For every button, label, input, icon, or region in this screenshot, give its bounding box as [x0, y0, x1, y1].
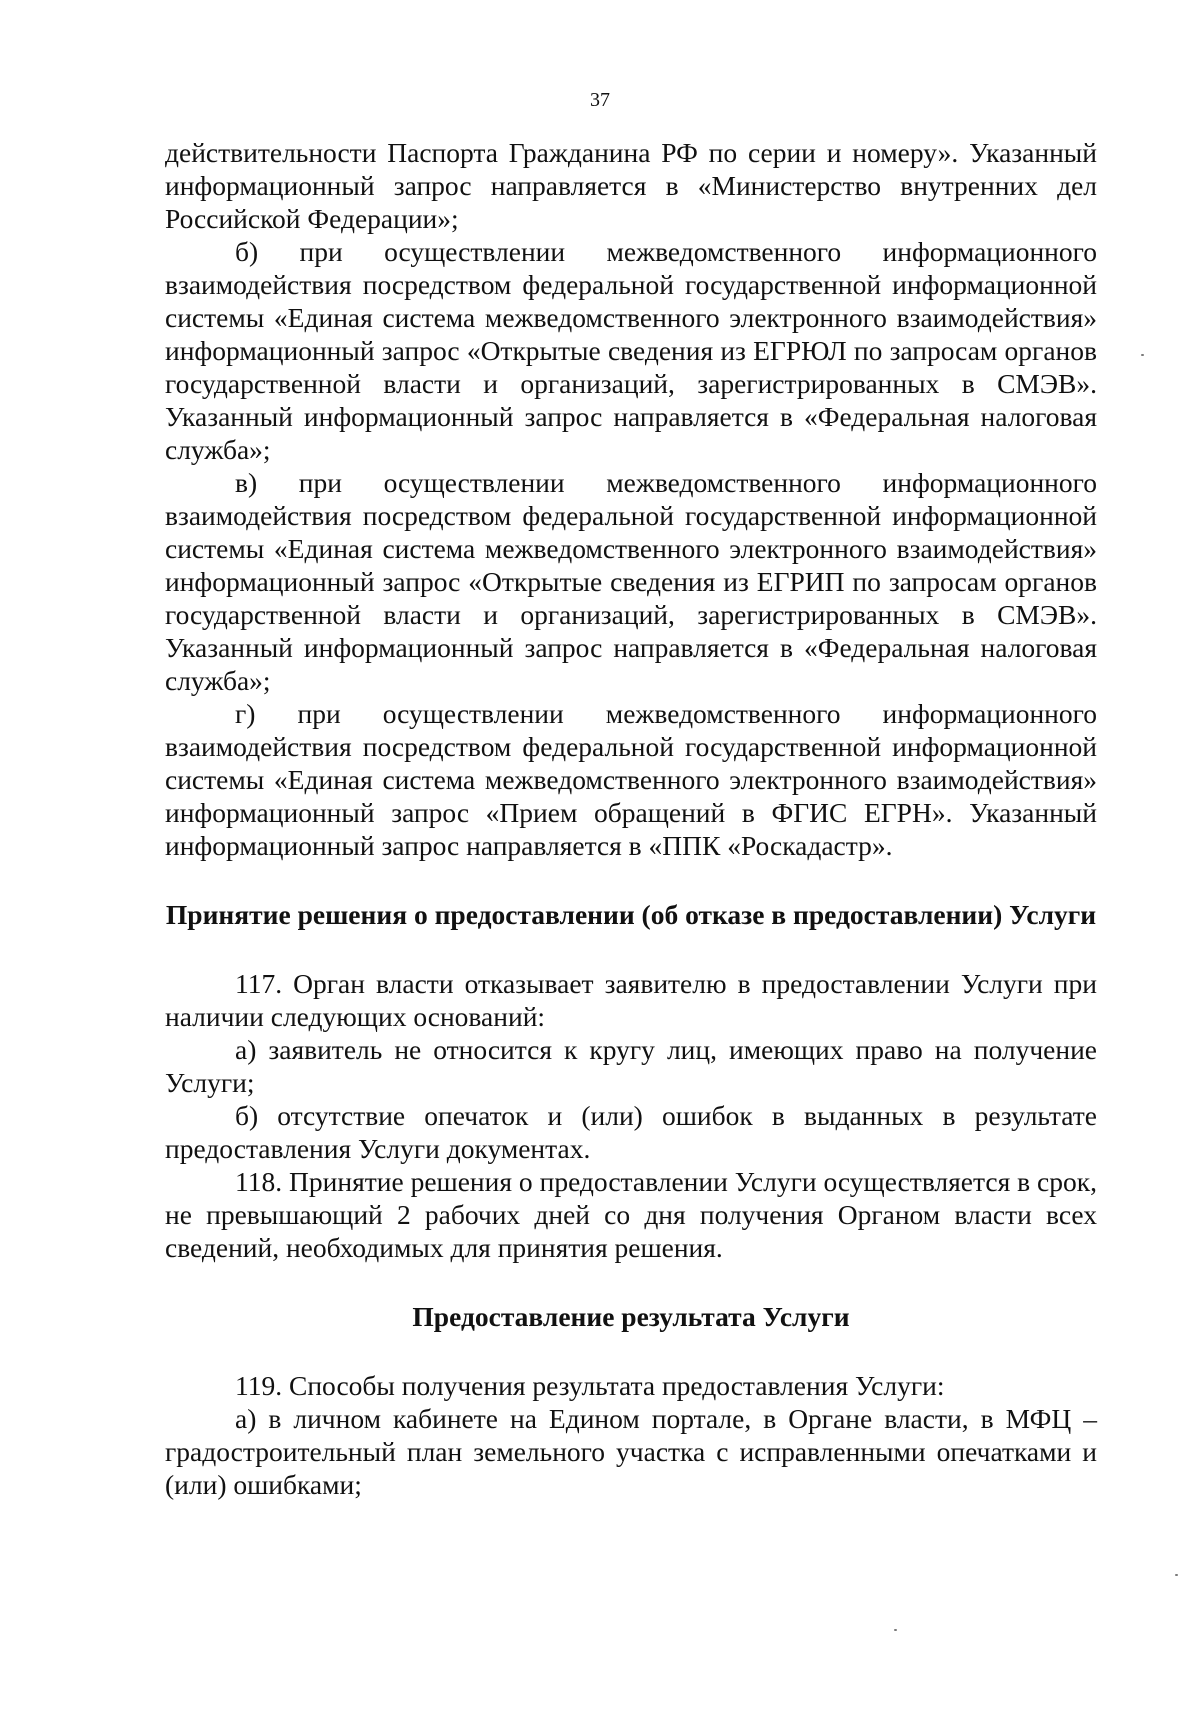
- paragraph-117: 117. Орган власти отказывает заявителю в предоставлении Услуги при наличии следующих оснований:: [165, 968, 1097, 1032]
- paragraph-continuation: действительности Паспорта Гражданина РФ по серии и номеру». Указанный информационный запрос направляется в «Министерство внутренних дел Российской Федерации»;: [165, 137, 1097, 234]
- paragraph-117-a: а) заявитель не относится к кругу лиц, имеющих право на получение Услуги;: [165, 1034, 1097, 1098]
- paragraph-item-g: г) при осуществлении межведомственного информационного взаимодействия посредством федеральной государственной информационной системы «Единая система межведомственного электронного взаимодействия» информационный запрос «Прием обращений в ФГИС ЕГРН». Указанный информационный запрос направляется в «ППК «Роскадастр».: [165, 698, 1097, 861]
- paragraph-item-v: в) при осуществлении межведомственного информационного взаимодействия посредством федеральной государственной информационной системы «Единая система межведомственного электронного взаимодействия» информационный запрос «Открытые сведения из ЕГРИП по запросам органов государственной власти и организаций, зарегистрированных в СМЭВ». Указанный информационный запрос направляется в «Федеральная налоговая служба»;: [165, 467, 1097, 696]
- section-heading-result: Предоставление результата Услуги: [412, 1301, 850, 1332]
- page-number: 37: [590, 89, 610, 111]
- paragraph-118: 118. Принятие решения о предоставлении Услуги осуществляется в срок, не превышающий 2 рабочих дней со дня получения Органом власти всех сведений, необходимых для принятия решения.: [165, 1166, 1097, 1263]
- document-body: [165, 136, 1097, 1501]
- paragraph-119: 119. Способы получения результата предоставления Услуги:: [235, 1370, 945, 1401]
- section-heading-decision: Принятие решения о предоставлении (об отказе в предоставлении) Услуги: [165, 899, 1097, 930]
- paragraph-119-a: а) в личном кабинете на Едином портале, в Органе власти, в МФЦ – градостроительный план земельного участка с исправленными опечатками и (или) ошибками;: [165, 1403, 1097, 1500]
- scan-artifact: [894, 1629, 897, 1631]
- paragraph-item-b: б) при осуществлении межведомственного информационного взаимодействия посредством федеральной государственной информационной системы «Единая система межведомственного электронного взаимодействия» информационный запрос «Открытые сведения из ЕГРЮЛ по запросам органов государственной власти и организаций, зарегистрированных в СМЭВ». Указанный информационный запрос направляется в «Федеральная налоговая служба»;: [165, 236, 1097, 465]
- scan-artifact: [1175, 1574, 1178, 1576]
- paragraph-117-b: б) отсутствие опечаток и (или) ошибок в выданных в результате предоставления Услуги документах.: [165, 1100, 1097, 1164]
- scan-artifact: [1141, 354, 1144, 356]
